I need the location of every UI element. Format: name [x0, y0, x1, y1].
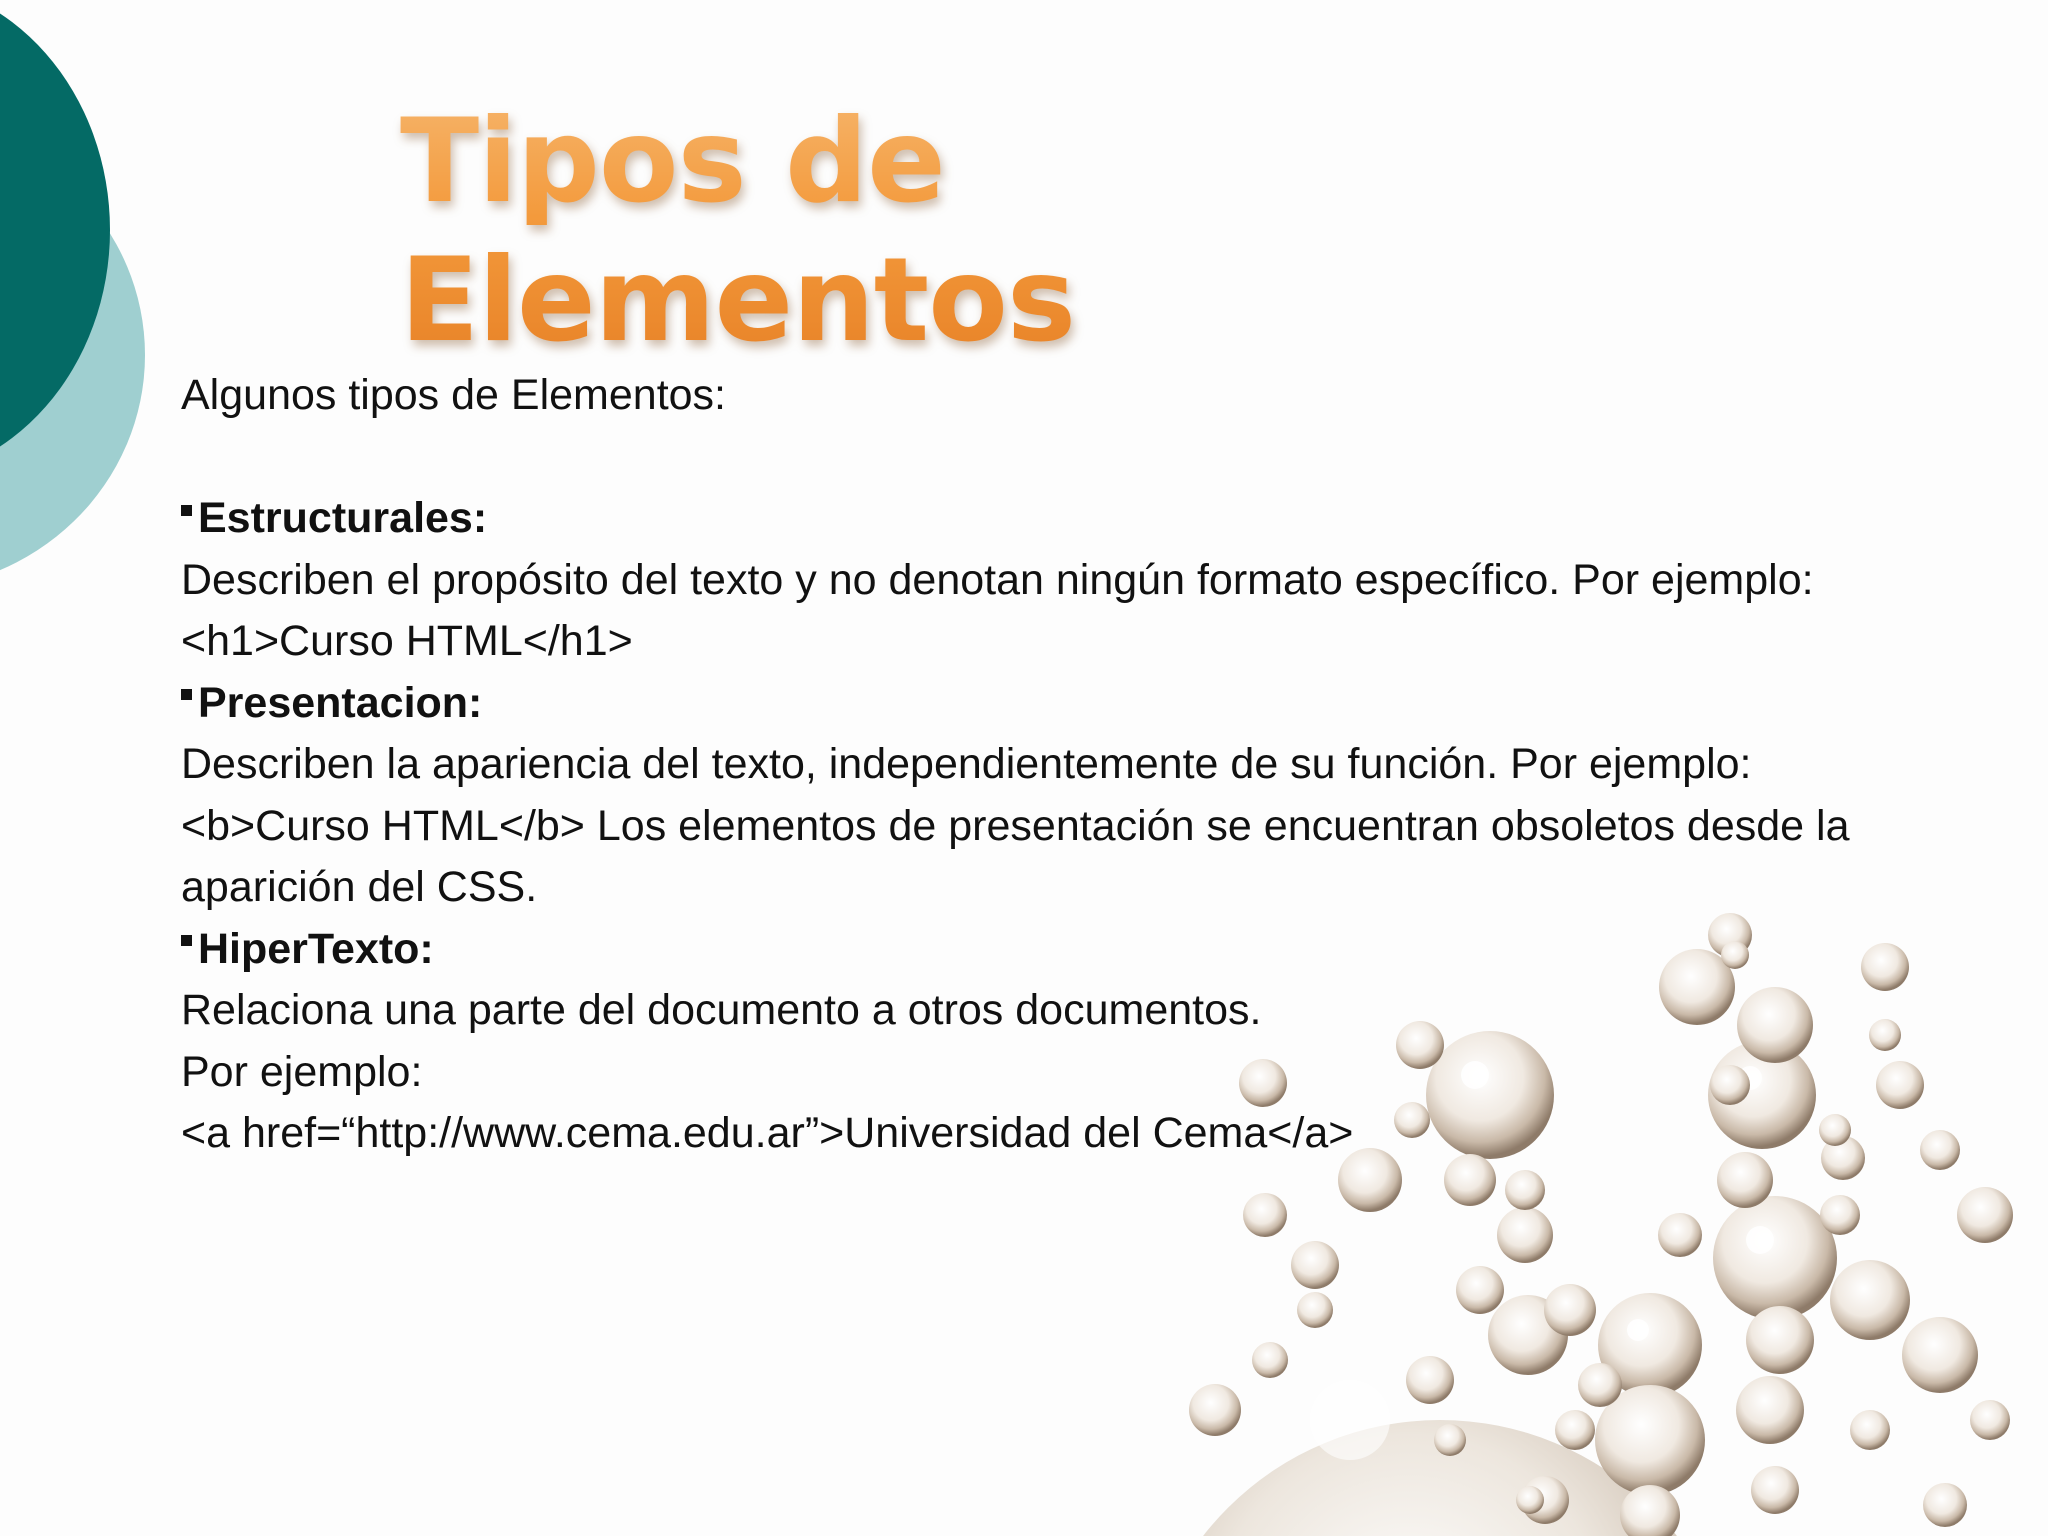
section-heading-hipertexto: [181, 919, 2021, 981]
section-heading-label: HiperTexto:: [198, 924, 434, 973]
slide-title: Tipos de Elementos: [400, 92, 1560, 370]
code-example: <b>Curso HTML</b> Los elementos de presentación se encuentran obsoletos desde la: [181, 801, 1850, 850]
section-heading-label: Presentacion:: [198, 678, 483, 727]
section-line: Relaciona una parte del documento a otros documentos.: [181, 986, 1262, 1034]
code-example: <h1>Curso HTML</h1>: [181, 617, 633, 665]
square-bullet-icon: [181, 935, 192, 946]
square-bullet-icon: [181, 505, 192, 516]
spacer: [181, 427, 2021, 489]
slide-body: [181, 365, 2021, 1165]
section-line: Describen la apariencia del texto, independientemente de su función. Por ejemplo:: [181, 740, 1752, 788]
section-line: Describen el propósito del texto y no denotan ningún formato específico. Por ejemplo:: [181, 555, 1814, 604]
square-bullet-icon: [181, 689, 192, 700]
section-line: Por ejemplo:: [181, 1047, 423, 1096]
section-line: aparición del CSS.: [181, 863, 538, 911]
section-heading-presentacion: [181, 673, 2021, 735]
code-example: <a href=“http://www.cema.edu.ar”>Universidad del Cema</a>: [181, 1109, 1354, 1157]
section-heading-estructurales: [181, 488, 2021, 550]
section-heading-label: Estructurales:: [198, 494, 488, 542]
intro-text: Algunos tipos de Elementos:: [181, 371, 726, 419]
